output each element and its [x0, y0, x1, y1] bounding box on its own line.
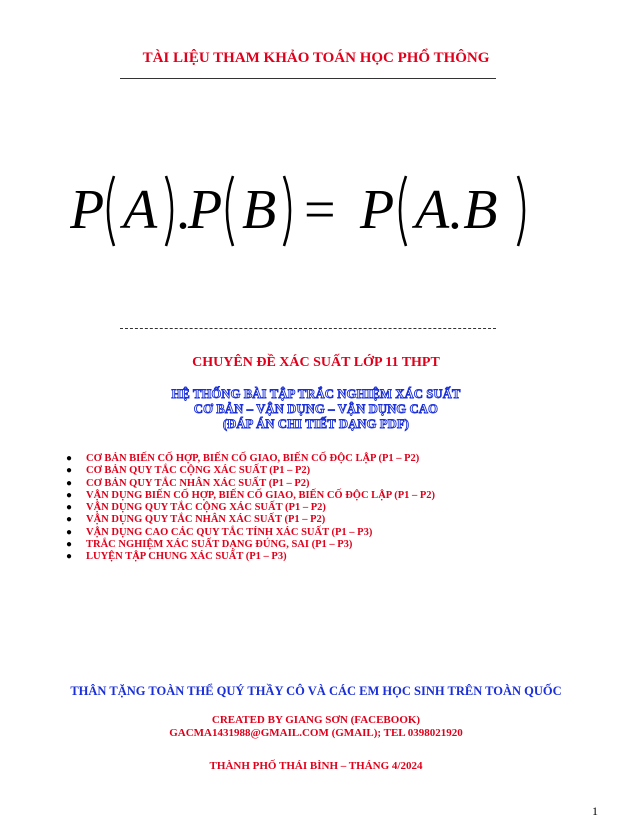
- contact-info: GACMA1431988@GMAIL.COM (GMAIL); TEL 0398021920: [169, 727, 463, 739]
- list-item: ● VẬN DỤNG CAO CÁC QUY TẮC TÍNH XÁC SUẤT (P1 – P3): [66, 526, 373, 538]
- bullet-icon: ●: [66, 514, 73, 526]
- bullet-icon: ●: [66, 465, 73, 477]
- probability-formula: [70, 172, 570, 252]
- credits: [0, 714, 632, 740]
- list-item: ● VẬN DỤNG QUY TẮC NHÂN XÁC SUẤT (P1 – P2): [66, 514, 326, 526]
- formula-dot: .: [176, 179, 190, 241]
- formula-paren-open-3: [400, 176, 406, 246]
- section-divider: [120, 328, 496, 329]
- bullet-icon: ●: [66, 551, 73, 563]
- page-number: 1: [592, 804, 598, 818]
- list-item: ● CƠ BẢN QUY TẮC NHÂN XÁC SUẤT (P1 – P2): [66, 477, 310, 489]
- list-item: ● TRẮC NGHIỆM XÁC SUẤT DẠNG ĐÚNG, SAI (P1 – P3): [66, 539, 353, 551]
- formula-b1: B: [242, 179, 277, 241]
- document-header-title: TÀI LIỆU THAM KHẢO TOÁN HỌC PHỔ THÔNG: [142, 50, 490, 66]
- bullet-icon: ●: [66, 526, 73, 538]
- list-item: ● VẬN DỤNG QUY TẮC CỘNG XÁC SUẤT (P1 – P2): [66, 502, 326, 514]
- formula-paren-open-2: [227, 176, 233, 246]
- list-item: ● CƠ BẢN BIẾN CỐ HỢP, BIẾN CỐ GIAO, BIẾN CỐ ĐỘC LẬP (P1 – P2): [66, 453, 420, 464]
- subtitle-line: HỆ THỐNG BÀI TẬP TRẮC NGHIỆM XÁC SUẤT: [171, 387, 461, 401]
- formula-p2: P: [188, 179, 223, 241]
- subtitle-line: (ĐÁP ÁN CHI TIẾT DẠNG PDF): [222, 417, 410, 431]
- list-item: ● VẬN DỤNG BIẾN CỐ HỢP, BIẾN CỐ GIAO, BIẾN CỐ ĐỘC LẬP (P1 – P2): [66, 489, 436, 501]
- list-item: ● LUYỆN TẬP CHUNG XÁC SUẤT (P1 – P3): [66, 551, 287, 563]
- formula-paren-close-2: [284, 176, 290, 246]
- formula-paren-close-1: [166, 176, 172, 246]
- header-underline: [120, 78, 496, 79]
- formula-paren-open-1: [108, 176, 114, 246]
- bullet-icon: ●: [66, 539, 73, 551]
- subtitle-line: CƠ BẢN – VẬN DỤNG – VẬN DỤNG CAO: [193, 402, 439, 416]
- formula-ab: A.B: [415, 179, 498, 241]
- location-date: THÀNH PHỐ THÁI BÌNH – THÁNG 4/2024: [209, 760, 423, 772]
- topic-subtitle: [0, 387, 632, 432]
- created-by: CREATED BY GIANG SƠN (FACEBOOK): [211, 714, 421, 726]
- list-item: ● CƠ BẢN QUY TẮC CỘNG XÁC SUẤT (P1 – P2): [66, 465, 311, 477]
- formula-paren-close-3: [518, 176, 524, 246]
- formula-a1: A: [123, 179, 158, 241]
- bullet-icon: ●: [66, 453, 73, 464]
- bullet-icon: ●: [66, 489, 73, 501]
- dedication-text: THÂN TẶNG TOÀN THỂ QUÝ THẦY CÔ VÀ CÁC EM HỌC SINH TRÊN TOÀN QUỐC: [70, 684, 562, 698]
- formula-equals: =: [304, 179, 336, 241]
- topic-list: [64, 453, 604, 564]
- topic-title: CHUYÊN ĐỀ XÁC SUẤT LỚP 11 THPT: [192, 355, 440, 370]
- bullet-icon: ●: [66, 477, 73, 489]
- formula-p1: P: [70, 179, 105, 241]
- bullet-icon: ●: [66, 502, 73, 514]
- formula-p3: P: [360, 179, 395, 241]
